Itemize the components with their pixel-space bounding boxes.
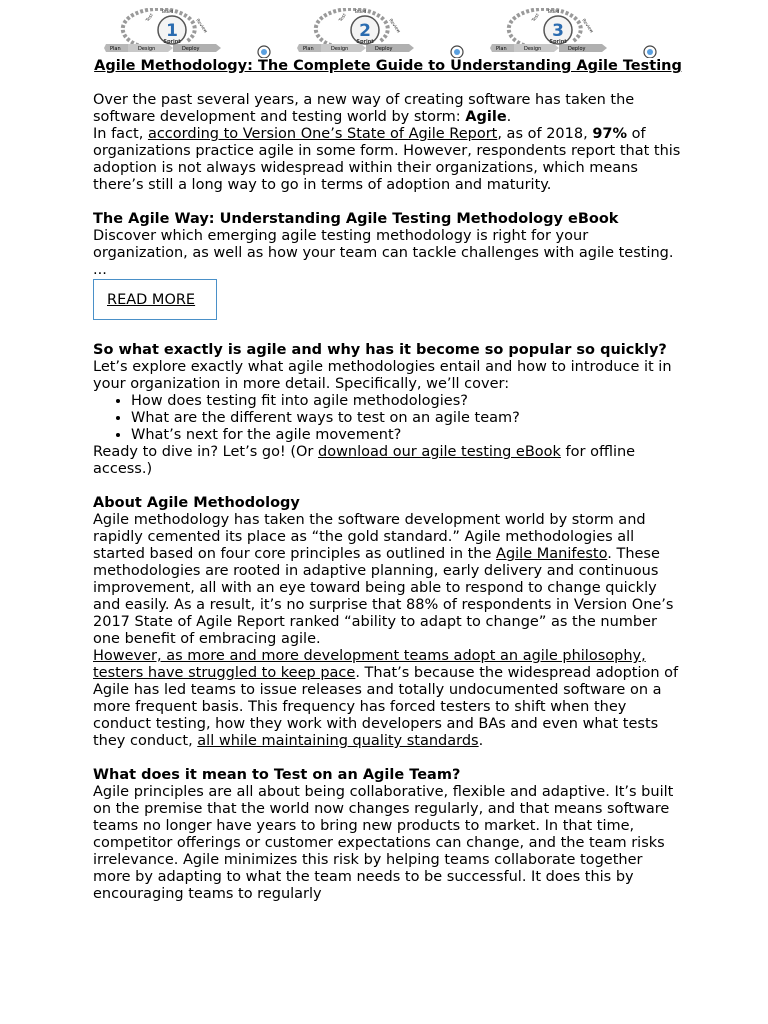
about-p2-text: . That’s because the widespread adoption of Agile has led teams to issue releases and totally undocumented software on a more frequent basis. This frequency has forced testers to shift when they conduct testing, how they work with developers and BAs and even what tests they conduct, <box>93 665 679 749</box>
list-item: • What are the different ways to test on an agile team? <box>131 410 683 427</box>
ready-post: for offline access.) <box>93 444 636 477</box>
article-body <box>93 58 683 903</box>
percent-value: 97% <box>592 126 628 142</box>
stage-plan-3: Plan <box>496 46 507 52</box>
stage-plan-1: Plan <box>110 46 121 52</box>
arc-review-3: Review <box>580 18 594 35</box>
what-question: So what exactly is agile and why has it become so popular so quickly? <box>93 342 667 358</box>
stage-design-3: Design <box>524 46 542 52</box>
page-title: Agile Methodology: The Complete Guide to Understanding Agile Testing <box>94 58 682 74</box>
sprint-cycle-2 <box>297 9 463 58</box>
infact-rest: of organizations practice agile in some form. However, respondents report that this adoption is not always widespread within their organizations, which means there’s still a long way to go in terms of adoption and maturity. <box>93 126 681 193</box>
ready-text: Ready to dive in? Let’s go! (Or <box>93 444 318 460</box>
stage-deploy-3: Deploy <box>568 46 586 52</box>
sprint-cycle-3 <box>490 9 656 58</box>
stage-design-1: Design <box>138 46 156 52</box>
about-heading: About Agile Methodology <box>93 495 300 511</box>
ebook-heading: The Agile Way: Understanding Agile Testing Methodology eBook <box>93 211 619 227</box>
sprint-number-2: 2 <box>359 21 371 41</box>
arc-build-2: Build <box>355 10 367 15</box>
arc-test-1: Test <box>145 13 155 24</box>
test-team-heading: What does it mean to Test on an Agile Team? <box>93 767 461 783</box>
arc-build-3: Build <box>548 10 560 15</box>
intro-text: Over the past several years, a new way of creating software has taken the software development and testing world by storm: <box>93 92 635 125</box>
about-p2-end: . <box>478 733 484 749</box>
sprint-cycle-1 <box>104 9 270 58</box>
cover-list <box>93 393 683 444</box>
arc-review-2: Review <box>387 18 401 35</box>
test-team-paragraph: Agile principles are all about being collaborative, flexible and adaptive. It’s built on the premise that the world now changes regularly, and that means software teams no longer have years to bring new products to market. In that time, competitor offerings or customer expectations can change, and the team risks irrelevance. Agile minimizes this risk by helping teams collaborate together more by adapting to what the team needs to be successful. It does this by encouraging teams to regularly <box>93 784 674 902</box>
arc-build-1: Build <box>162 10 174 15</box>
arc-test-3: Test <box>531 13 541 24</box>
what-paragraph <box>93 342 683 393</box>
list-item: • How does testing fit into agile methodologies? <box>131 393 683 410</box>
version-one-report-link[interactable]: according to Version One’s State of Agile Report <box>147 126 498 142</box>
arc-review-1: Review <box>194 18 208 35</box>
sprint-label-2: Sprint <box>356 39 374 45</box>
testers-struggle-link[interactable]: However, as more and more development teams adopt an agile philosophy, testers have struggled to keep pace <box>93 648 646 681</box>
intro-agile: Agile <box>465 109 507 125</box>
stage-plan-2: Plan <box>303 46 314 52</box>
sprint-label-3: Sprint <box>549 39 567 45</box>
what-text: Let’s explore exactly what agile methodologies entail and how to introduce it in your organization in more detail. Specifically, we’ll cover: <box>93 359 672 392</box>
ebook-text: Discover which emerging agile testing methodology is right for your organization, as well as how your team can tackle challenges with agile testing. ... <box>93 228 674 278</box>
infact-text: In fact, <box>93 126 148 142</box>
stage-design-2: Design <box>331 46 349 52</box>
stage-deploy-2: Deploy <box>375 46 393 52</box>
sprint-label-1: Sprint <box>163 39 181 45</box>
sprint-number-3: 3 <box>552 21 564 41</box>
read-more-button[interactable] <box>93 279 217 320</box>
download-ebook-link[interactable]: download our agile testing eBook <box>318 444 561 460</box>
stage-deploy-1: Deploy <box>182 46 200 52</box>
about-paragraph-1 <box>93 512 683 648</box>
infact-paragraph <box>93 126 683 194</box>
read-more-label: READ MORE <box>107 292 196 308</box>
agile-sprint-banner <box>98 8 670 58</box>
arc-test-2: Test <box>338 13 348 24</box>
intro-paragraph <box>93 92 683 126</box>
about-paragraph-2 <box>93 648 683 750</box>
as-of-text: , as of 2018, <box>497 126 593 142</box>
ready-paragraph <box>93 444 683 478</box>
list-item: • What’s next for the agile movement? <box>131 427 683 444</box>
sprint-number-1: 1 <box>166 21 178 41</box>
about-p1-rest: . These methodologies are rooted in adaptive planning, early delivery and continuous improvement, all with an eye toward being able to respond to change quickly and easily. As a result, it’s no surprise that 88% of respondents in Version One’s 2017 State of Agile Report ranked “ability to adapt to change” as the number one benefit of embracing agile. <box>93 546 674 647</box>
quality-standards-link[interactable]: all while maintaining quality standards <box>197 733 479 749</box>
agile-manifesto-link[interactable]: Agile Manifesto <box>496 546 608 562</box>
intro-period: . <box>506 109 512 125</box>
about-p1-text: Agile methodology has taken the software development world by storm and rapidly cemented its place as “the gold standard.” Agile methodologies all started based on four core principles as outlined in the <box>93 512 646 562</box>
